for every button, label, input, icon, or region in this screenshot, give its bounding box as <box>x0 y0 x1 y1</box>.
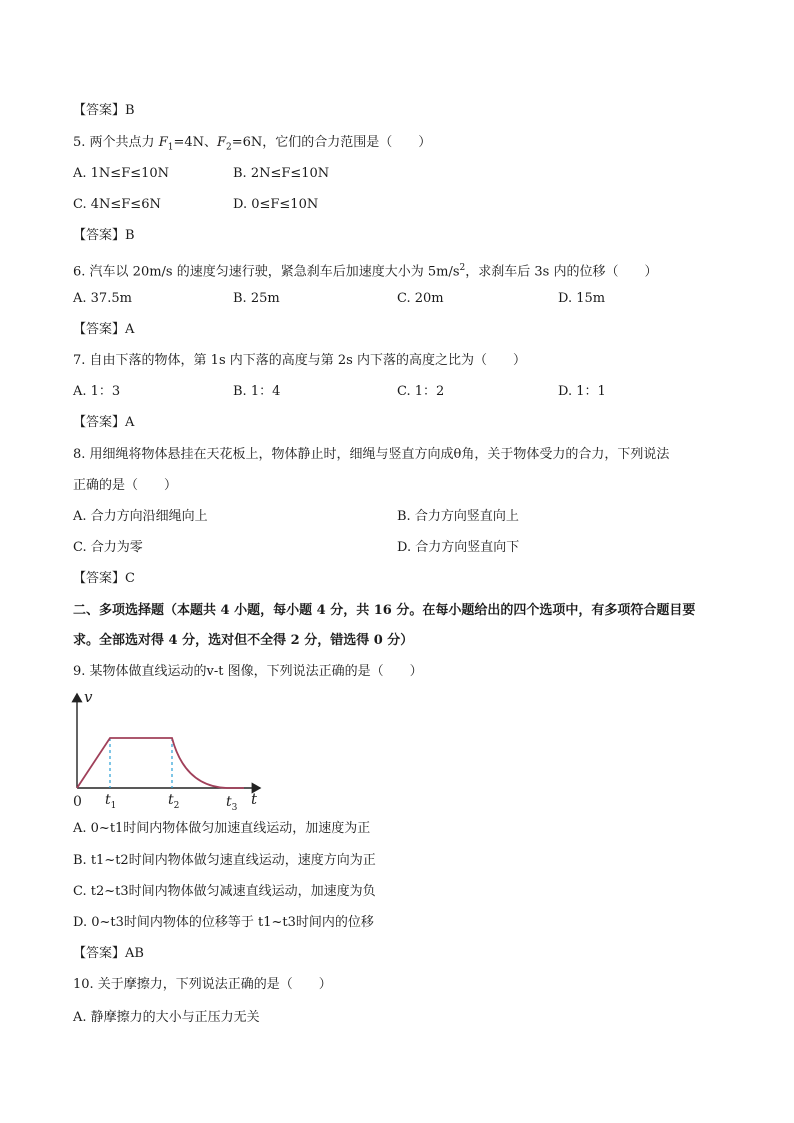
q10-option-a: A. 静摩擦力的大小与正压力无关 <box>73 1010 260 1025</box>
label-t3: $t_3$ <box>226 794 238 813</box>
q5-option-d: D. 0≤F≤10N <box>233 197 319 212</box>
q7-option-b: B. 1：4 <box>233 384 281 399</box>
question-10: 10. 关于摩擦力，下列说法正确的是（ ） <box>73 977 332 992</box>
q8-option-b: B. 合力方向竖直向上 <box>397 509 519 524</box>
label-v: v <box>84 688 93 706</box>
label-t2: $t_2$ <box>168 792 180 811</box>
answer-q6: 【答案】A <box>73 322 135 337</box>
answer-q4: 【答案】B <box>73 103 135 118</box>
label-t1: $t_1$ <box>105 792 117 811</box>
answer-q9: 【答案】AB <box>73 946 144 961</box>
section-2-heading-line1: 二、多项选择题（本题共 4 小题，每小题 4 分，共 16 分。在每小题给出的四个选项中，有多项符合题目要 <box>73 603 696 618</box>
q8-option-c: C. 合力为零 <box>73 540 143 555</box>
question-5 <box>73 134 431 157</box>
question-8-line2: 正确的是（ ） <box>73 478 178 493</box>
answer-q5: 【答案】B <box>73 228 135 243</box>
q5-option-b: B. 2N≤F≤10N <box>233 166 330 181</box>
q8-option-a: A. 合力方向沿细绳向上 <box>73 509 208 524</box>
answer-q7: 【答案】A <box>73 415 135 430</box>
q5-number: 5. <box>73 135 86 150</box>
label-t-axis: t <box>251 790 258 808</box>
question-7: 7. 自由下落的物体，第 1s 内下落的高度与第 2s 内下落的高度之比为（ ） <box>73 353 526 368</box>
vt-graph <box>62 688 272 813</box>
question-9: 9. 某物体做直线运动的v-t 图像，下列说法正确的是（ ） <box>73 664 423 679</box>
q6-option-d: D. 15m <box>558 291 606 306</box>
q9-option-a: A. 0~t1时间内物体做匀加速直线运动，加速度为正 <box>73 821 371 836</box>
q6-option-c: C. 20m <box>397 291 444 306</box>
q9-option-c: C. t2~t3时间内物体做匀减速直线运动，加速度为负 <box>73 884 376 899</box>
section-2-heading-line2: 求。全部选对得 4 分，选对但不全得 2 分，错选得 0 分） <box>73 633 414 648</box>
q5-stem-c: =6N，它们的合力范围是（ ） <box>231 135 432 150</box>
label-origin: 0 <box>73 794 82 810</box>
q6-sup: 2 <box>459 263 466 273</box>
q7-option-c: C. 1：2 <box>397 384 445 399</box>
q7-option-a: A. 1：3 <box>73 384 121 399</box>
q6-option-b: B. 25m <box>233 291 280 306</box>
q5-stem-a: 两个共点力 <box>89 135 159 150</box>
q5-stem-b: =4N、 <box>173 135 217 150</box>
q5-option-a: A. 1N≤F≤10N <box>73 166 170 181</box>
q6-option-a: A. 37.5m <box>73 291 132 306</box>
q5-f2: F <box>217 135 227 150</box>
q6-stem-a: 6. 汽车以 20m/s 的速度匀速行驶，紧急刹车后加速度大小为 5m/s <box>73 264 460 280</box>
q5-f2-sub: 2 <box>226 142 232 153</box>
q8-option-d: D. 合力方向竖直向下 <box>397 540 520 555</box>
q6-stem-b: ，求刹车后 3s 内的位移（ ） <box>465 264 658 280</box>
q7-option-d: D. 1：1 <box>558 384 606 399</box>
vt-curve <box>77 738 244 788</box>
q5-f1: F <box>158 135 168 150</box>
q9-option-d: D. 0~t3时间内物体的位移等于 t1~t3时间内的位移 <box>73 915 374 930</box>
question-6 <box>73 259 657 281</box>
q5-f1-sub: 1 <box>167 142 174 153</box>
q5-option-c: C. 4N≤F≤6N <box>73 197 161 212</box>
q9-option-b: B. t1~t2时间内物体做匀速直线运动，速度方向为正 <box>73 853 376 868</box>
answer-q8: 【答案】C <box>73 571 135 586</box>
question-8-line1: 8. 用细绳将物体悬挂在天花板上，物体静止时，细绳与竖直方向成θ角，关于物体受力的合力，下列说法 <box>73 447 670 462</box>
